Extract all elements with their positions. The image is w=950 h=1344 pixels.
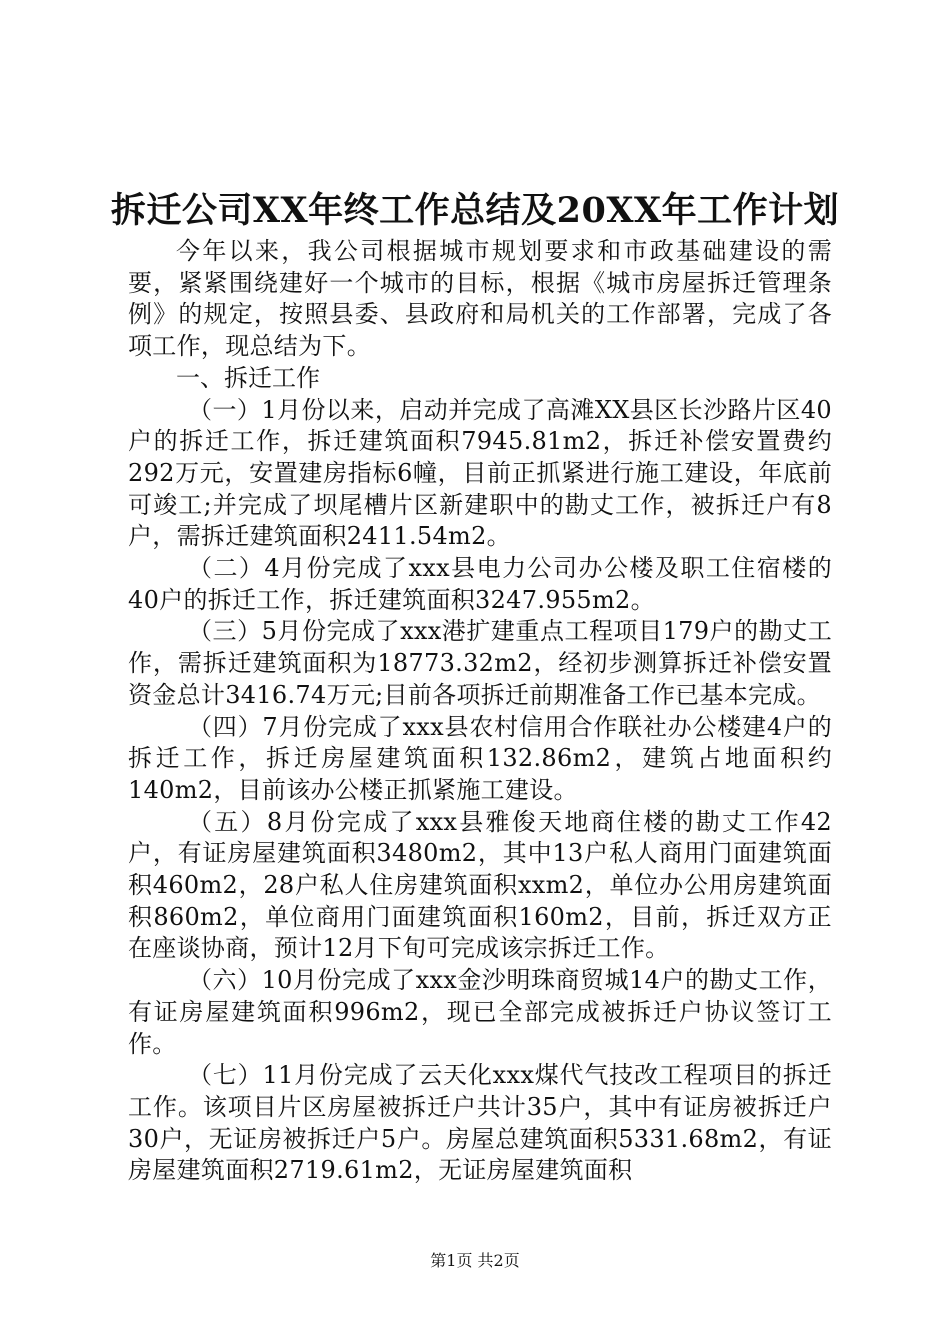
body-paragraph: （二）4月份完成了xxx县电力公司办公楼及职工住宿楼的40户的拆迁工作，拆迁建筑面积3247.955m2。: [128, 554, 832, 614]
body-paragraph: （四）7月份完成了xxx县农村信用合作联社办公楼建4户的拆迁工作，拆迁房屋建筑面积132.86m2，建筑占地面积约140m2，目前该办公楼正抓紧施工建设。: [128, 712, 832, 804]
body-paragraph: （三）5月份完成了xxx港扩建重点工程项目179户的勘丈工作，需拆迁建筑面积为18773.32m2，经初步测算拆迁补偿安置资金总计3416.74万元;目前各项拆迁前期准备工作已基本完成。: [128, 617, 832, 709]
document-body: [128, 236, 832, 1187]
body-paragraph: （六）10月份完成了xxx金沙明珠商贸城14户的勘丈工作，有证房屋建筑面积996m2，现已全部完成被拆迁户协议签订工作。: [128, 966, 832, 1058]
body-paragraph: （七）11月份完成了云天化xxx煤代气技改工程项目的拆迁工作。该项目片区房屋被拆迁户共计35户，其中有证房被拆迁户30户，无证房被拆迁户5户。房屋总建筑面积5331.68m2，有证房屋建筑面积2719.61m2，无证房屋建筑面积: [128, 1061, 832, 1185]
document-title: 拆迁公司XX年终工作总结及20XX年工作计划: [110, 190, 840, 231]
intro-paragraph: 今年以来，我公司根据城市规划要求和市政基础建设的需要，紧紧围绕建好一个城市的目标，根据《城市房屋拆迁管理条例》的规定，按照县委、县政府和局机关的工作部署，完成了各项工作，现总结为下。: [128, 237, 832, 361]
body-paragraph: （一）1月份以来，启动并完成了高滩XX县区长沙路片区40户的拆迁工作，拆迁建筑面积7945.81m2，拆迁补偿安置费约292万元，安置建房指标6幢，目前正抓紧进行施工建设，年底前可竣工;并完成了坝尾槽片区新建职中的勘丈工作，被拆迁户有8户，需拆迁建筑面积2411.54m2。: [128, 395, 832, 551]
section-heading: 一、拆迁工作: [176, 363, 320, 392]
page-footer: 第1页 共2页: [430, 1251, 520, 1270]
body-paragraph: （五）8月份完成了xxx县雅俊天地商住楼的勘丈工作42户，有证房屋建筑面积3480m2，其中13户私人商用门面建筑面积460m2，28户私人住房建筑面积xxm2，单位办公用房建筑面积860m2，单位商用门面建筑面积160m2，目前，拆迁双方正在座谈协商，预计12月下旬可完成该宗拆迁工作。: [128, 807, 832, 963]
